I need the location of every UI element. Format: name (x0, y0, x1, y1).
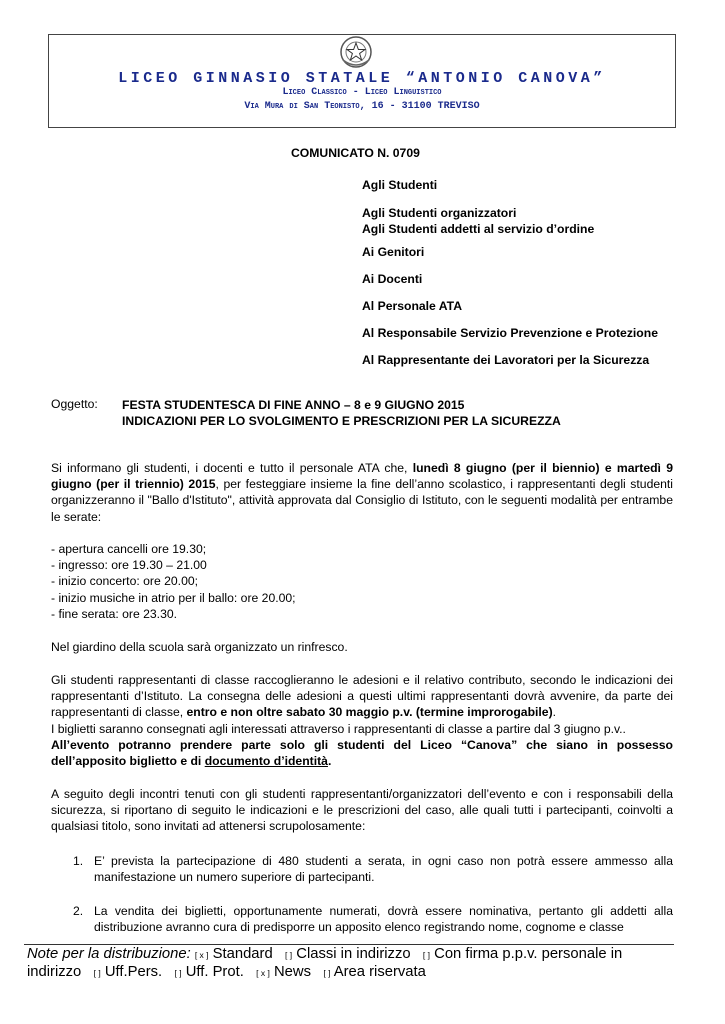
italian-republic-emblem-icon (338, 34, 374, 70)
option-firma: Con firma p.p.v. personale in indirizzo (27, 946, 623, 980)
evento-text: All’evento potranno prendere parte solo gli studenti del Liceo “Canova” che siano in possesso dell’apposito biglietto e di (51, 737, 673, 769)
recipient: Al Personale ATA (362, 299, 463, 313)
footer-divider (24, 944, 674, 945)
checkbox-uff-pers: [ ] (93, 968, 101, 978)
oggetto-label: Oggetto: (51, 397, 98, 411)
recipient: Ai Docenti (362, 272, 423, 286)
schedule-item: - inizio musiche in atrio per il ballo: ore 20.00; (51, 590, 296, 605)
option-standard: Standard (212, 946, 273, 962)
option-classi: Classi in indirizzo (296, 946, 411, 962)
recipient: Agli Studenti (362, 178, 438, 192)
list-item-text: La vendita dei biglietti, opportunamente numerati, dovrà essere nominativa, pertanto gli addetti alla distribuzione avranno cura di predisporre un apposito elenco registrando nome, cognome e classe (94, 904, 673, 935)
option-uff-prot: Uff. Prot. (185, 964, 244, 980)
seguito-paragraph: A seguito degli incontri tenuti con gli studenti rappresentanti/organizzatori dell’evento e con i responsabili della sicurezza, si riportano di seguito le indicazioni e le prescrizioni del caso, alle quali tutti i partecipanti, coinvolti a qualsiasi titolo, sono invitati ad attenersi scrupolosamente: (51, 787, 673, 834)
recipient: Agli Studenti addetti al servizio d’ordine (362, 222, 595, 236)
school-subtitle: Liceo Classico - Liceo Linguistico (282, 87, 442, 98)
schedule-item: - ingresso: ore 19.30 – 21.00 (51, 558, 207, 573)
list-item-number: 2. (73, 904, 84, 918)
oggetto-subject (122, 397, 561, 429)
checkbox-classi: [ ] (285, 950, 293, 960)
intro-text-cont: , per festeggiare insieme la fine dell’anno scolastico, i rappresentanti degli studenti organizzeranno il "Ballo d'Istituto", attività approvata dal Consiglio di Istituto, con le seguenti modalità per entrambe le serate: (51, 477, 673, 524)
checkbox-uff-prot: [ ] (174, 968, 182, 978)
intro-dates: lunedì 8 giugno (per il biennio) e martedì 9 giugno (per il triennio) 2015 (51, 461, 673, 492)
option-uff-pers: Uff.Pers. (104, 964, 163, 980)
recipient: Ai Genitori (362, 245, 425, 259)
school-name: LICEO GINNASIO STATALE “ANTONIO CANOVA” (118, 70, 606, 87)
intro-paragraph (51, 460, 673, 525)
distribution-footer (27, 946, 677, 982)
recipient: Al Responsabile Servizio Prevenzione e Protezione (362, 326, 658, 340)
list-item (73, 903, 673, 935)
intro-text: Si informano gli studenti, i docenti e tutto il personale ATA che, (51, 461, 413, 475)
list-item-number: 1. (73, 854, 84, 868)
schedule-list (51, 541, 673, 622)
oggetto-line-1: FESTA STUDENTESCA DI FINE ANNO – 8 e 9 GIUGNO 2015 (122, 398, 465, 412)
recipient: Al Rappresentante dei Lavoratori per la Sicurezza (362, 353, 650, 367)
checkbox-firma: [ ] (422, 950, 431, 960)
adesioni-period: . (552, 705, 557, 720)
schedule-item: - inizio concerto: ore 20.00; (51, 574, 199, 589)
school-address: Via Mura di San Teonisto, 16 - 31100 TREVISO (244, 101, 480, 112)
comunicato-number: COMUNICATO N. 0709 (291, 146, 420, 160)
rinfresco-paragraph: Nel giardino della scuola sarà organizzato un rinfresco. (51, 640, 348, 654)
schedule-item: - fine serata: ore 23.30. (51, 606, 178, 621)
evento-period: . (327, 754, 332, 769)
adesioni-paragraph (51, 672, 673, 769)
adesioni-text: Gli studenti rappresentanti di classe raccoglieranno le adesioni e il relativo contributo, secondo le indicazioni dei rappresentanti d’Istituto. La consegna delle adesioni a questi ultimi rappresentanti dovrà avvenire, da parte dei rappresentanti di classe, (51, 673, 673, 720)
list-item-text: E’ prevista la partecipazione di 480 studenti a serata, in ogni caso non potrà essere ammesso alla manifestazione un numero superiore di partecipanti. (94, 854, 673, 885)
option-area-riservata: Area riservata (333, 964, 426, 980)
checkbox-area-riservata: [ ] (323, 968, 331, 978)
adesioni-deadline: entro e non oltre sabato 30 maggio p.v. (termine improrogabile) (186, 705, 553, 720)
recipient: Agli Studenti organizzatori (362, 206, 517, 220)
option-news: News (274, 964, 311, 980)
checkbox-news: [ x ] (256, 968, 270, 978)
biglietti-text: I biglietti saranno consegnati agli interessati attraverso i rappresentanti di classe a partire dal 3 giugno p.v.. (51, 721, 626, 736)
list-item (73, 853, 673, 885)
schedule-item: - apertura cancelli ore 19.30; (51, 542, 207, 556)
documento-identita: documento d’identità (204, 754, 328, 769)
distribution-note-label: Note per la distribuzione: (27, 946, 191, 962)
oggetto-line-2: INDICAZIONI PER LO SVOLGIMENTO E PRESCRIZIONI PER LA SICUREZZA (122, 414, 561, 428)
checkbox-standard: [ x ] (194, 950, 209, 960)
